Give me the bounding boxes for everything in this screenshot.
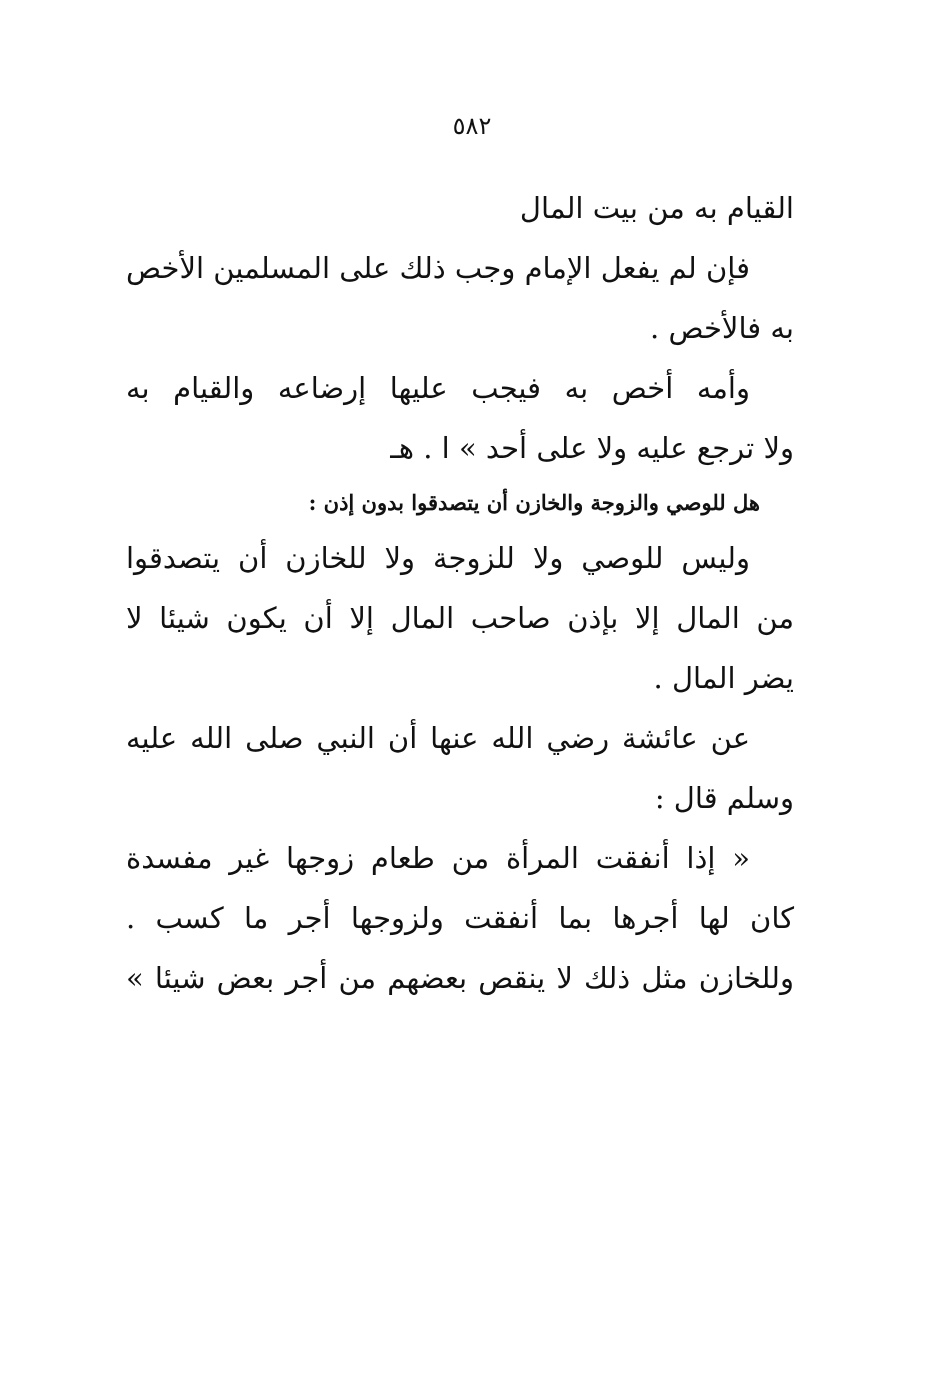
body-text: [126, 178, 794, 1008]
text-line: القيام به من بيت المال: [519, 191, 794, 225]
text-line: به فالأخص .: [650, 311, 794, 345]
page-number: ٥٨٢: [452, 112, 492, 140]
text-line: وسلم قال :: [654, 781, 794, 815]
text-line: من المال إلا بإذن صاحب المال إلا أن يكون شيئا لا: [126, 601, 794, 635]
text-line: ولا ترجع عليه ولا على أحد » ا . هـ: [390, 431, 794, 465]
section-heading: هل للوصي والزوجة والخازن أن يتصدقوا بدون إذن :: [308, 490, 760, 515]
text-line: عن عائشة رضي الله عنها أن النبي صلى الله عليه: [126, 721, 750, 755]
text-line: وأمه أخص به فيجب عليها إرضاعه والقيام به: [126, 371, 750, 405]
text-line: وليس للوصي ولا للزوجة ولا للخازن أن يتصدقوا: [126, 541, 750, 575]
hadith-line: « إذا أنفقت المرأة من طعام زوجها غير مفسدة: [126, 841, 750, 875]
hadith-line: كان لها أجرها بما أنفقت ولزوجها أجر ما كسب .: [126, 901, 794, 935]
text-line: يضر المال .: [653, 661, 794, 695]
hadith-line: وللخازن مثل ذلك لا ينقص بعضهم من أجر بعض شيئا »: [126, 961, 794, 995]
text-line: فإن لم يفعل الإمام وجب ذلك على المسلمين الأخص: [126, 251, 750, 285]
